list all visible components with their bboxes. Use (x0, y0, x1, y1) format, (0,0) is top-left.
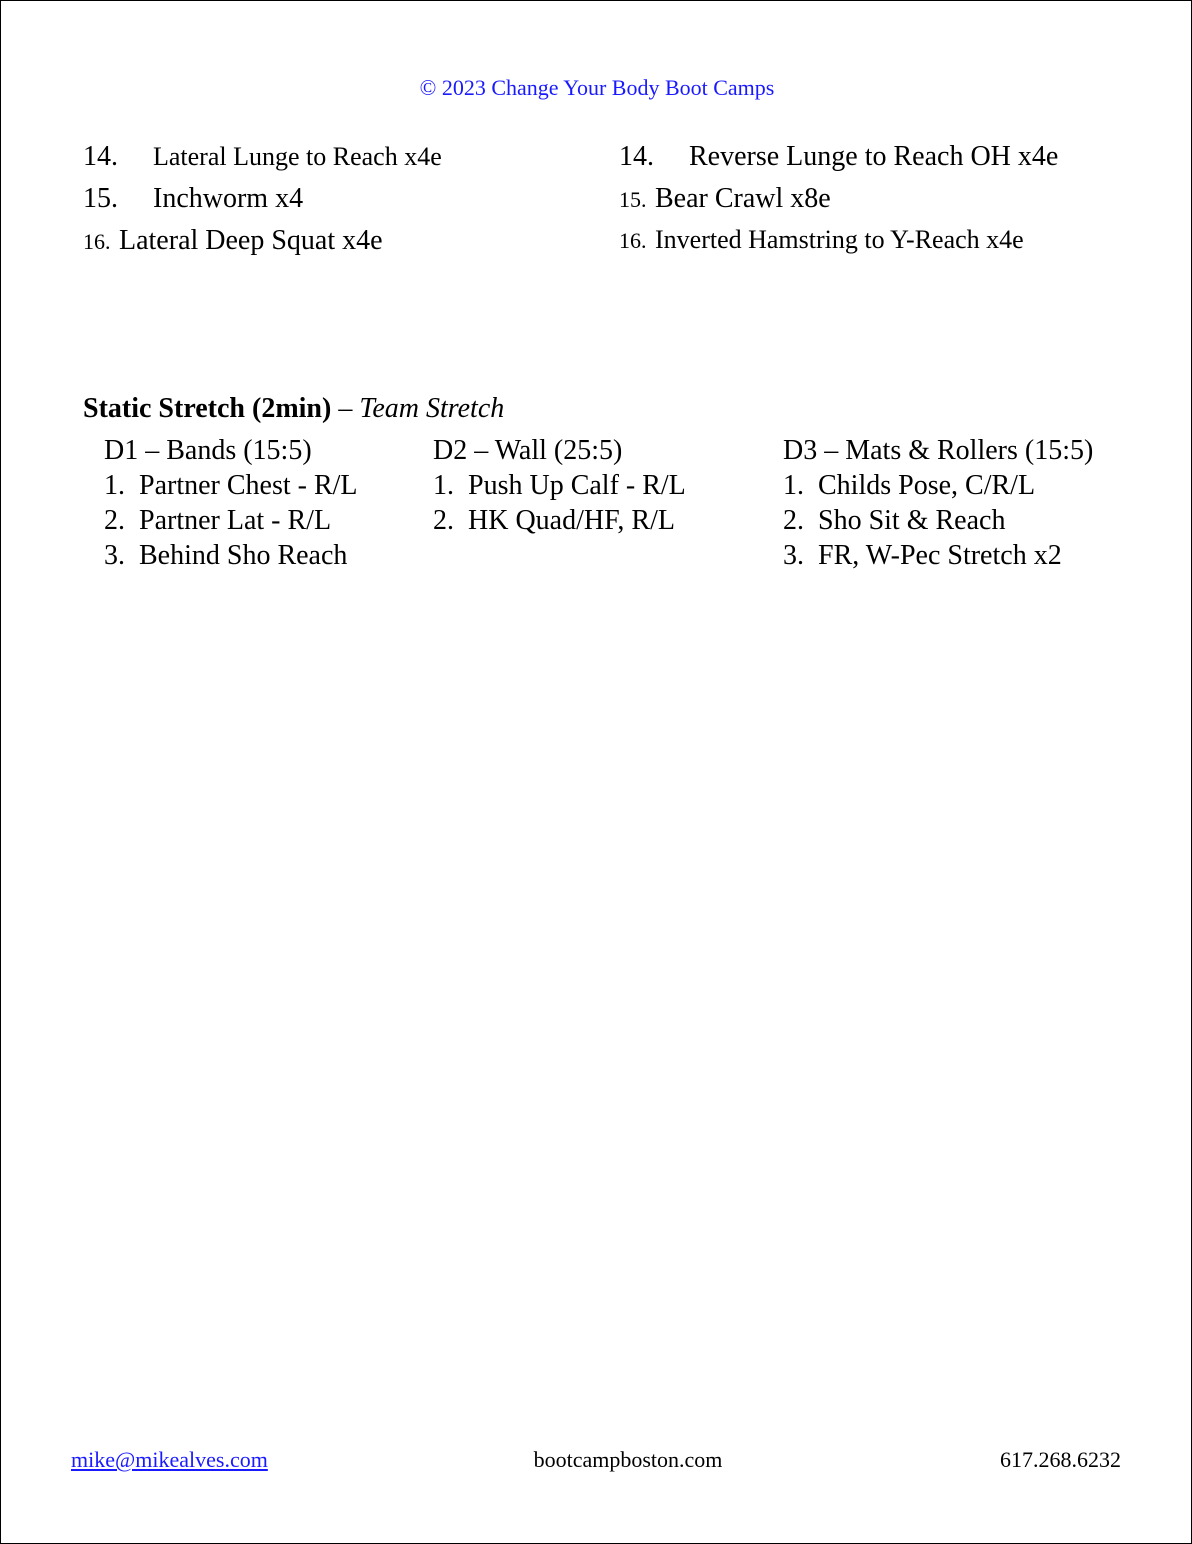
list-item (783, 538, 1093, 573)
station-d1 (104, 433, 358, 573)
footer-website: bootcampboston.com (533, 1447, 723, 1472)
item-text: Push Up Calf - R/L (468, 470, 686, 501)
list-item (104, 538, 358, 573)
item-number: 14. (619, 141, 654, 172)
item-number: 1. (783, 470, 804, 501)
list-item (83, 183, 303, 215)
item-text: Sho Sit & Reach (818, 505, 1006, 536)
item-number: 1. (104, 470, 125, 501)
list-item (433, 468, 686, 503)
list-item (433, 503, 686, 538)
station-d3 (783, 433, 1093, 573)
item-text: Lateral Deep Squat x4e (119, 225, 383, 256)
station-heading: D3 – Mats & Rollers (15:5) (783, 435, 1094, 466)
item-text: FR, W-Pec Stretch x2 (818, 540, 1062, 571)
list-item (83, 225, 383, 257)
list-item (104, 468, 358, 503)
item-number: 3. (104, 540, 125, 571)
footer-email-link[interactable]: mike@mikealves.com (71, 1447, 268, 1472)
section-subtitle: Team Stretch (359, 393, 505, 424)
list-item (83, 141, 442, 173)
item-number: 2. (104, 505, 125, 536)
item-number: 16. (619, 228, 647, 253)
item-text: Inverted Hamstring to Y-Reach x4e (655, 225, 1024, 254)
copyright-header: © 2023 Change Your Body Boot Camps (419, 75, 775, 100)
item-text: Childs Pose, C/R/L (818, 470, 1036, 501)
list-item (783, 468, 1093, 503)
station-heading: D2 – Wall (25:5) (433, 435, 623, 466)
section-title: Static Stretch (2min) (83, 393, 332, 424)
item-text: Partner Lat - R/L (139, 505, 332, 536)
item-number: 15. (83, 183, 118, 214)
item-text: Partner Chest - R/L (139, 470, 358, 501)
item-text: Reverse Lunge to Reach OH x4e (689, 141, 1059, 172)
station-list (104, 468, 358, 573)
list-item (619, 141, 1058, 173)
footer-phone: 617.268.6232 (1000, 1447, 1121, 1472)
list-item (619, 183, 831, 215)
item-text: HK Quad/HF, R/L (468, 505, 675, 536)
item-text: Bear Crawl x8e (655, 183, 831, 214)
item-text: Inchworm x4 (153, 183, 304, 214)
item-text: Behind Sho Reach (139, 540, 348, 571)
list-item (104, 503, 358, 538)
item-number: 16. (83, 229, 111, 254)
list-item (619, 225, 1024, 255)
station-list (783, 468, 1093, 573)
station-heading: D1 – Bands (15:5) (104, 435, 312, 466)
item-number: 1. (433, 470, 454, 501)
item-number: 2. (433, 505, 454, 536)
list-item (783, 503, 1093, 538)
station-d2 (433, 433, 686, 538)
item-text: Lateral Lunge to Reach x4e (153, 142, 442, 171)
item-number: 3. (783, 540, 804, 571)
title-dash: – (331, 393, 360, 424)
item-number: 2. (783, 505, 804, 536)
static-stretch-heading (83, 393, 504, 425)
item-number: 15. (619, 187, 647, 212)
station-list (433, 468, 686, 538)
item-number: 14. (83, 141, 118, 172)
